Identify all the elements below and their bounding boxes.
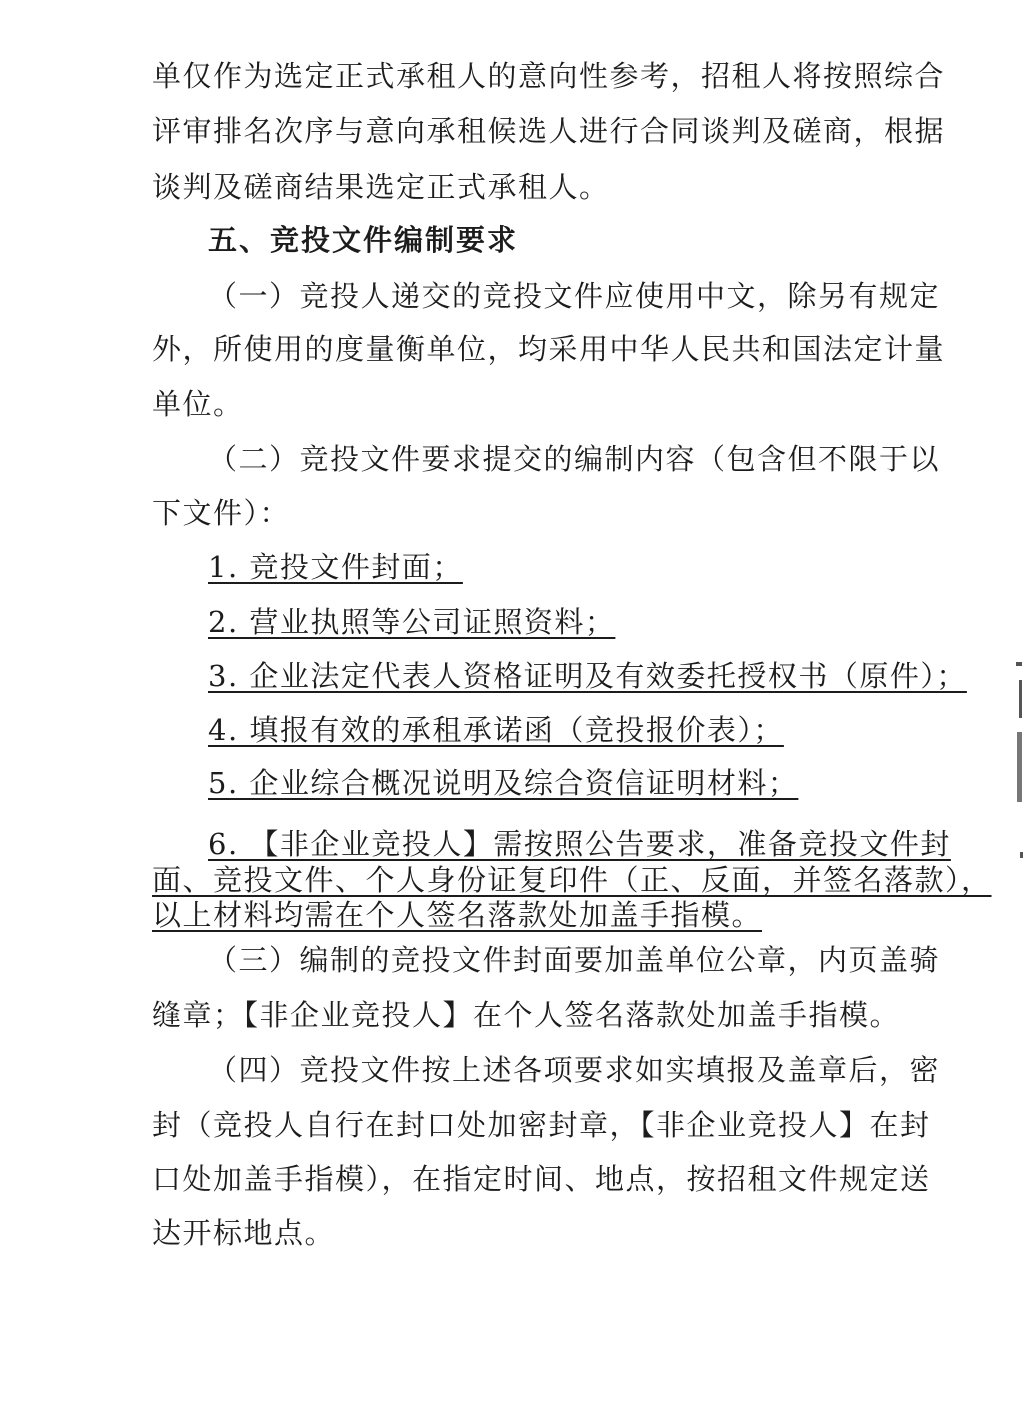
list-item: 2. 营业执照等公司证照资料； — [208, 605, 616, 639]
paragraph-line: （三）编制的竞投文件封面要加盖单位公章，内页盖骑 — [208, 943, 941, 977]
list-item: 面、竞投文件、个人身份证复印件（正、反面，并签名落款）， — [152, 863, 992, 897]
paragraph-line: （四）竞投文件按上述各项要求如实填报及盖章后，密 — [208, 1053, 941, 1087]
list-item: 3. 企业法定代表人资格证明及有效委托授权书（原件）； — [208, 659, 967, 693]
paragraph-line: （一）竞投人递交的竞投文件应使用中文，除另有规定 — [208, 279, 941, 313]
list-item: 1. 竞投文件封面； — [208, 550, 463, 584]
paragraph-line: 评审排名次序与意向承租候选人进行合同谈判及磋商，根据 — [152, 114, 946, 148]
paragraph-line: 缝章；【非企业竞投人】在个人签名落款处加盖手指模。 — [152, 998, 901, 1032]
scan-edge-marks — [1010, 640, 1031, 880]
paragraph-line: 谈判及磋商结果选定正式承租人。 — [152, 170, 610, 204]
paragraph-line: 单位。 — [152, 387, 244, 421]
paragraph-line: （二）竞投文件要求提交的编制内容（包含但不限于以 — [208, 442, 941, 476]
paragraph-line: 外，所使用的度量衡单位，均采用中华人民共和国法定计量 — [152, 332, 946, 366]
list-item: 4. 填报有效的承租承诺函（竞投报价表）； — [208, 713, 784, 747]
list-item: 5. 企业综合概况说明及综合资信证明材料； — [208, 766, 799, 800]
paragraph-line: 达开标地点。 — [152, 1216, 336, 1250]
paragraph-line: 口处加盖手指模），在指定时间、地点，按招租文件规定送 — [152, 1162, 931, 1196]
section-heading: 五、竞投文件编制要求 — [208, 223, 519, 257]
paragraph-line: 单仅作为选定正式承租人的意向性参考，招租人将按照综合 — [152, 59, 946, 93]
list-item: 以上材料均需在个人签名落款处加盖手指模。 — [152, 898, 763, 932]
paragraph-line: 封（竞投人自行在封口处加密封章，【非企业竞投人】在封 — [152, 1108, 931, 1142]
paragraph-line: 下文件）： — [152, 496, 291, 530]
list-item: 6. 【非企业竞投人】需按照公告要求，准备竞投文件封 — [208, 827, 951, 861]
